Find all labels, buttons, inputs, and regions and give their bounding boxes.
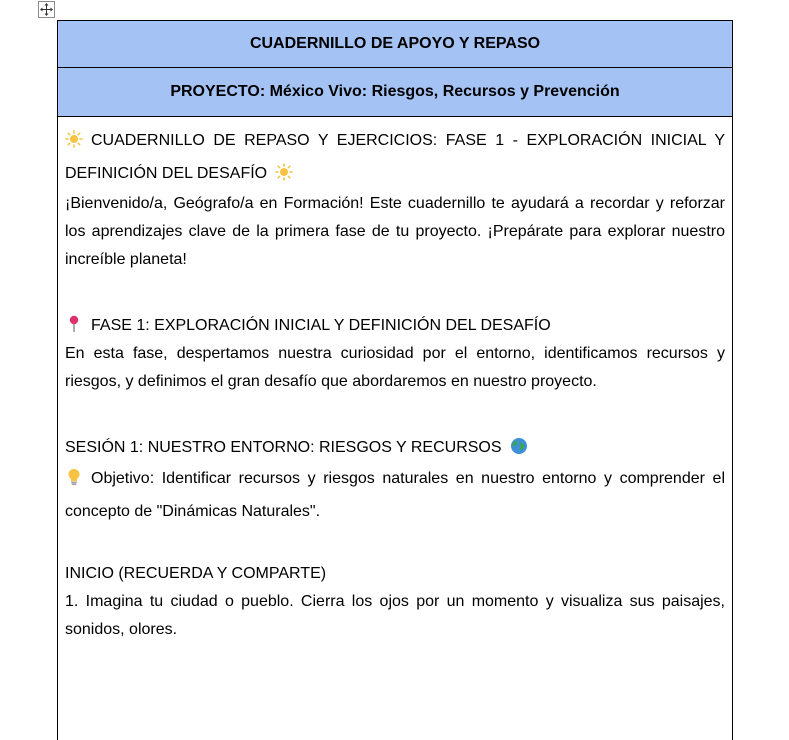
welcome-paragraph: ¡Bienvenido/a, Geógrafo/a en Formación! Este cuadernillo te ayudará a recordar y reforzar los aprendizajes clave de la primera fase de tu proyecto. ¡Prepárate para explorar nuestro increíble planeta!	[65, 195, 725, 268]
start-heading: INICIO (RECUERDA Y COMPARTE)	[65, 565, 327, 582]
table-content[interactable]	[58, 117, 732, 644]
sun-icon	[65, 124, 83, 157]
session-heading-text: SESIÓN 1: NUESTRO ENTORNO: RIESGOS Y RECURSOS	[65, 439, 502, 456]
spacer	[65, 274, 725, 312]
table-header-title	[58, 21, 732, 68]
session-heading	[65, 434, 725, 462]
header-title: CUADERNILLO DE APOYO Y REPASO	[249, 35, 541, 52]
start-item-1: 1. Imagina tu ciudad o pueblo. Cierra los ojos por un momento y visualiza sus paisajes, sonidos, olores.	[65, 593, 725, 638]
lightbulb-icon	[65, 462, 83, 495]
phase-paragraph: En esta fase, despertamos nuestra curiosidad por el entorno, identificamos recursos y riesgos, y definimos el gran desafío que abordaremos en nuestro proyecto.	[65, 345, 725, 390]
move-handle-icon	[39, 2, 54, 17]
spacer	[65, 396, 725, 434]
session-objective	[65, 462, 725, 528]
session-objective-text: Objetivo: Identificar recursos y riesgos naturales en nuestro entorno y comprender el concepto de "Dinámicas Naturales".	[65, 470, 725, 520]
phase-heading-text: FASE 1: EXPLORACIÓN INICIAL Y DEFINICIÓN DEL DESAFÍO	[91, 317, 551, 334]
document-table	[57, 20, 733, 740]
table-move-handle[interactable]	[38, 1, 55, 18]
pushpin-icon	[65, 312, 83, 340]
table-header-project	[58, 68, 732, 117]
spacer	[65, 528, 725, 560]
phase-heading	[65, 312, 725, 340]
sun-icon	[275, 157, 293, 190]
globe-icon	[510, 434, 528, 462]
intro-heading	[65, 124, 725, 190]
intro-heading-text: CUADERNILLO DE REPASO Y EJERCICIOS: FASE 1 - EXPLORACIÓN INICIAL Y DEFINICIÓN DEL DESAFÍO	[65, 132, 725, 182]
project-title: PROYECTO: México Vivo: Riesgos, Recursos y Prevención	[170, 83, 620, 100]
